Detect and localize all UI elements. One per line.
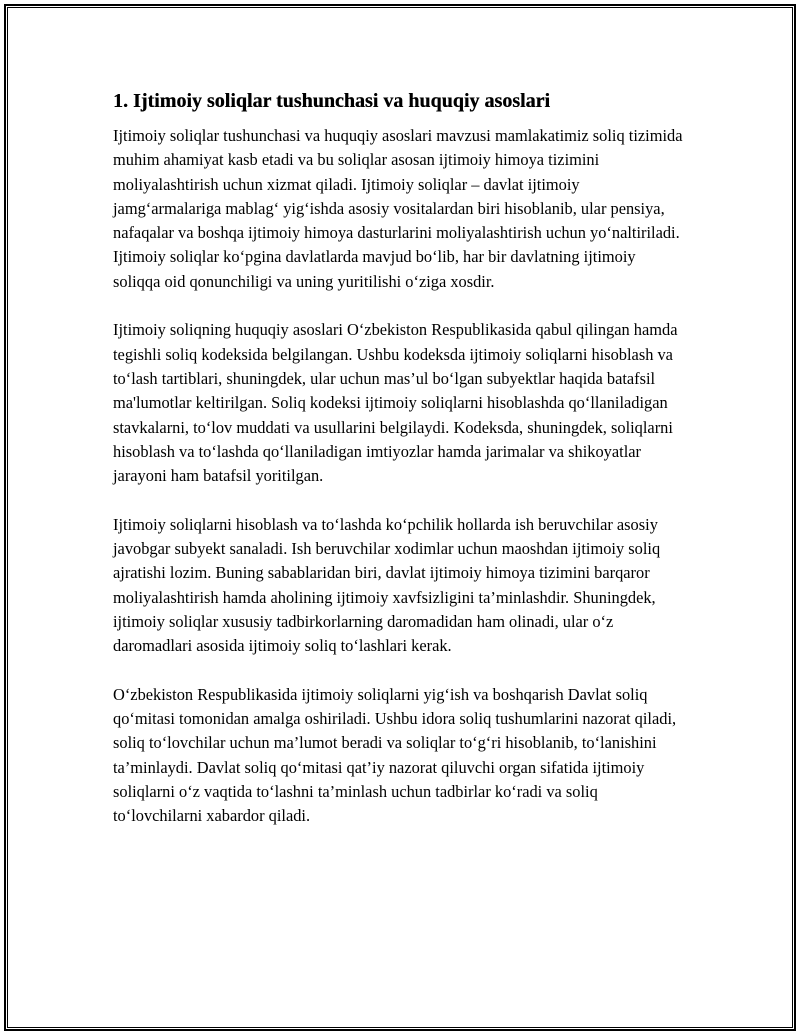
paragraph-4: O‘zbekiston Respublikasida ijtimoiy soliqlarni yig‘ish va boshqarish Davlat soliq qo‘mitasi tomonidan amalga oshiriladi. Ushbu idora soliq tushumlarini nazorat qiladi, soliq to‘lovchilar uchun ma’lumot beradi va soliqlar to‘g‘ri hisoblanib, to‘lanishini ta’minlaydi. Davlat soliq qo‘mitasi qat’iy nazorat qiluvchi organ sifatida ijtimoiy soliqlarni o‘z vaqtida to‘lashni ta’minlash uchun tadbirlar ko‘radi va soliq to‘lovchilarni xabardor qiladi. (113, 684, 677, 826)
section-heading: 1. Ijtimoiy soliqlar tushunchasi va huquqiy asoslari (113, 90, 550, 112)
document-body (113, 88, 683, 853)
paragraph-3: Ijtimoiy soliqlarni hisoblash va to‘lashda ko‘pchilik hollarda ish beruvchilar asosiy javobgar subyekt sanaladi. Ish beruvchilar xodimlar uchun maoshdan ijtimoiy soliq ajratishi lozim. Buning sabablaridan biri, davlat ijtimoiy himoya tizimini barqaror moliyalashtirish hamda aholining ijtimoiy xavfsizligini ta’minlashdir. Shuningdek, ijtimoiy soliqlar xususiy tadbirkorlarning daromadidan ham olinadi, ular o‘z daromadlari asosida ijtimoiy soliq to‘lashlari kerak. (113, 514, 661, 656)
paragraph-1: Ijtimoiy soliqlar tushunchasi va huquqiy asoslari mavzusi mamlakatimiz soliq tizimida muhim ahamiyat kasb etadi va bu soliqlar asosan ijtimoiy himoya tizimini moliyalashtirish uchun xizmat qiladi. Ijtimoiy soliqlar – davlat ijtimoiy jamg‘armalariga mablag‘ yig‘ishda asosiy vositalardan biri hisoblanib, ular pensiya, nafaqalar va boshqa ijtimoiy himoya dasturlarini moliyalashtirish uchun yo‘naltiriladi. Ijtimoiy soliqlar ko‘pgina davlatlarda mavjud bo‘lib, har bir davlatning ijtimoiy soliqqa oid qonunchiligi va uning yuritilishi o‘ziga xosdir. (113, 126, 683, 291)
paragraph-2: Ijtimoiy soliqning huquqiy asoslari O‘zbekiston Respublikasida qabul qilingan hamda tegishli soliq kodeksida belgilangan. Ushbu kodeksda ijtimoiy soliqlarni hisoblash va to‘lash tartiblari, shuningdek, ular uchun mas’ul bo‘lgan subyektlar haqida batafsil ma'lumotlar keltirilgan. Soliq kodeksi ijtimoiy soliqlarni hisoblashda qo‘llaniladigan stavkalarni, to‘lov muddati va usullarini belgilaydi. Kodeksda, shuningdek, soliqlarni hisoblash va to‘lashda qo‘llaniladigan imtiyozlar hamda jarimalar va shikoyatlar jarayoni ham batafsil yoritilgan. (113, 320, 678, 486)
